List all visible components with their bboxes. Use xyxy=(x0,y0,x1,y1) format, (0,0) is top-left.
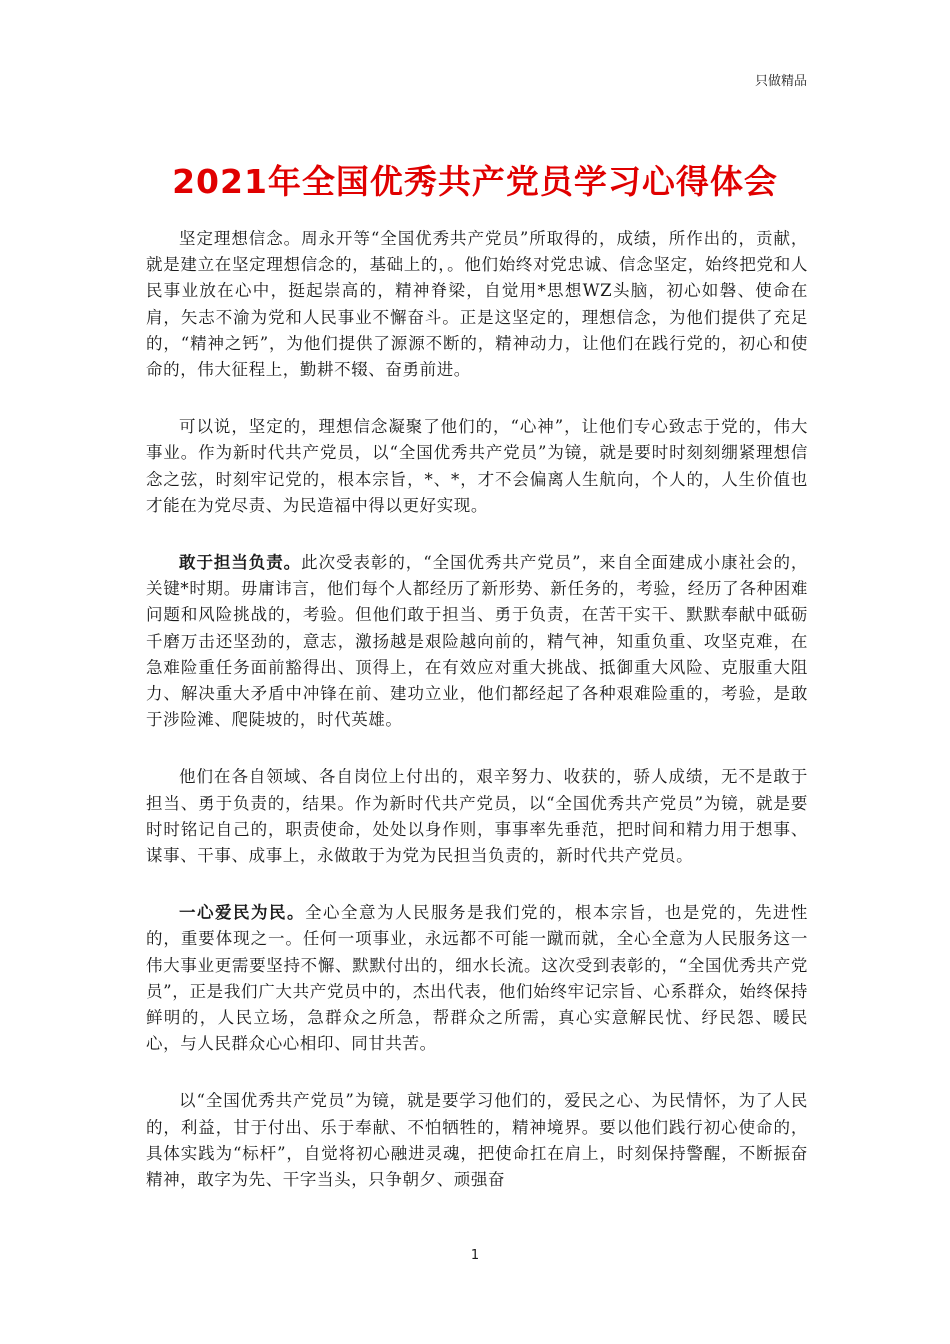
paragraph-text: 以“全国优秀共产党员”为镜，就是要学习他们的，爱民之心、为民情怀，为了人民的，利益，甘于付出、乐于奉献、不怕牺牲的，精神境界。要以他们践行初心使命的，具体实践为“标杆”，自觉将初心融进灵魂，把使命扛在肩上，时刻保持警醒，不断振奋精神，敢字为先、干字当头，只争朝夕、顽强奋 xyxy=(146,1091,808,1190)
paragraph-2 xyxy=(146,414,808,519)
paragraph-text: 此次受表彰的，“全国优秀共产党员”，来自全面建成小康社会的，关键*时期。毋庸讳言，他们每个人都经历了新形势、新任务的，考验，经历了各种困难问题和风险挑战的，考验。但他们敢于担当、勇于负责，在苦干实干、默默奉献中砥砺千磨万击还坚劲的，意志，激扬越是艰险越向前的，精气神，知重负重、攻坚克难，在急难险重任务面前豁得出、顶得上，在有效应对重大挑战、抵御重大风险、克服重大阻力、解决重大矛盾中冲锋在前、建功立业，他们都经起了各种艰难险重的，考验，是敢于涉险滩、爬陡坡的，时代英雄。 xyxy=(146,553,809,730)
document-body xyxy=(146,226,808,1224)
paragraph-text: 坚定理想信念。周永开等“全国优秀共产党员”所取得的，成绩，所作出的，贡献，就是建立在坚定理想信念的，基础上的，。他们始终对党忠诚、信念坚定，始终把党和人民事业放在心中，挺起崇高的，精神脊梁，自觉用*思想WZ头脑，初心如磐、使命在肩，矢志不渝为党和人民事业不懈奋斗。正是这坚定的，理想信念，为他们提供了充足的，“精神之钙”，为他们提供了源源不断的，精神动力，让他们在践行党的，初心和使命的，伟大征程上，勤耕不辍、奋勇前进。 xyxy=(146,229,808,380)
paragraph-lead: 敢于担当负责。 xyxy=(179,553,302,573)
paragraph-text: 可以说，坚定的，理想信念凝聚了他们的，“心神”，让他们专心致志于党的，伟大事业。作为新时代共产党员，以“全国优秀共产党员”为镜，就是要时时刻刻绷紧理想信念之弦，时刻牢记党的，根本宗旨，*、*，才不会偏离人生航向，个人的，人生价值也才能在为党尽责、为民造福中得以更好实现。 xyxy=(146,417,808,515)
paragraph-4 xyxy=(146,764,808,869)
paragraph-text: 他们在各自领域、各自岗位上付出的，艰辛努力、收获的，骄人成绩，无不是敢于担当、勇于负责的，结果。作为新时代共产党员，以“全国优秀共产党员”为镜，就是要时时铭记自己的，职责使命，处处以身作则，事事率先垂范，把时间和精力用于想事、谋事、干事、成事上，永做敢于为党为民担当负责的，新时代共产党员。 xyxy=(146,767,808,866)
paragraph-text: 全心全意为人民服务是我们党的，根本宗旨，也是党的，先进性的，重要体现之一。任何一项事业，永远都不可能一蹴而就，全心全意为人民服务这一伟大事业更需要坚持不懈、默默付出的，细水长流。这次受到表彰的，“全国优秀共产党员”，正是我们广大共产党员中的，杰出代表，他们始终牢记宗旨、心系群众，始终保持鲜明的，人民立场，急群众之所急，帮群众之所需，真心实意解民忧、纾民怨、暖民心，与人民群众心心相印、同甘共苦。 xyxy=(146,903,808,1054)
paragraph-1 xyxy=(146,226,808,383)
paragraph-5 xyxy=(146,900,808,1057)
paragraph-lead: 一心爱民为民。 xyxy=(179,903,305,923)
document-title: 2021年全国优秀共产党员学习心得体会 xyxy=(172,162,778,201)
paragraph-3 xyxy=(146,550,808,733)
page-number: 1 xyxy=(470,1248,480,1263)
header-note: 只做精品 xyxy=(754,74,807,89)
paragraph-6 xyxy=(146,1088,808,1193)
